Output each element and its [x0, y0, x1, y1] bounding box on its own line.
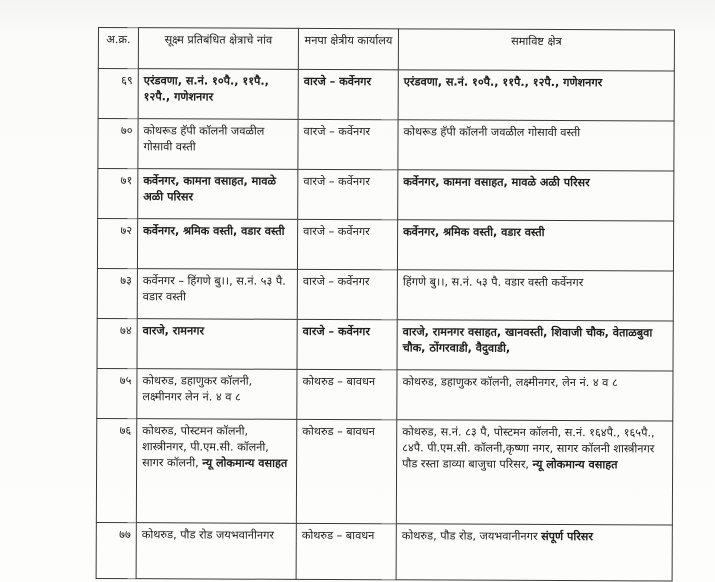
cell-area-name: कर्वेनगर, कामना वसाहत, मावळे अळी परिसर [138, 169, 298, 220]
cell-area-name [136, 419, 296, 524]
cell-included-area [396, 524, 672, 581]
cell-included-area: हिंगणे बु।।, स.नं. ५३ पै. वडार वस्ती कर्वेनगर [397, 270, 673, 321]
cell-included-area: कर्वेनगर, कामना वसाहत, मावळे अळी परिसर [398, 170, 674, 221]
cell-ward-office: वारजे – कर्वेनगर [297, 319, 397, 369]
table-row [96, 418, 672, 525]
cell-serial-no: ७६ [96, 418, 136, 522]
table-row [97, 219, 673, 272]
included-text: कोथरुड, स.नं. ८३ पै, पोस्टमन कॉलनी, स.नं. १६४पै., १६५पै., ८४पै. पी.एम.सी. कॉलनी,कृष्णा नगर, सागर कॉलनी शास्त्रीनगर पौड रस्ता डाव्या बाजुचा परिसर, [402, 425, 655, 471]
cell-included-area: वारजे, रामनगर वसाहत, खानवस्ती, शिवाजी चौक, वेताळबुवा चौक, ठोंगरवाडी, वैदुवाडी, [397, 320, 673, 371]
cell-included-area: कर्वेनगर, श्रमिक वस्ती, वडार वस्ती [397, 220, 673, 271]
cell-ward-office: वारजे – कर्वेनगर [297, 269, 397, 319]
cell-serial-no: ७३ [97, 268, 137, 318]
table-row [97, 368, 673, 421]
cell-serial-no: ६९ [98, 69, 138, 119]
cell-area-name: कर्वेनगर – हिंगणे बु।।, स.नं. ५३ पै. वडार वस्ती [137, 269, 297, 320]
table-row [97, 318, 673, 371]
table-header-row [98, 28, 674, 72]
cell-area-name: वारजे, रामनगर [137, 319, 297, 370]
cell-included-area: कोथरुड, डहाणुकर कॉलनी, लक्ष्मीनगर, लेन नं. ४ व ८ [397, 370, 673, 421]
header-serial-no: अ.क्र. [98, 28, 138, 69]
containment-zones-table [96, 27, 675, 582]
cell-serial-no: ७१ [98, 169, 138, 219]
cell-ward-office: कोथरुड – बावधन [296, 523, 396, 579]
header-area-name: सूक्ष्म प्रतिबंधित क्षेत्राचे नांव [138, 28, 298, 70]
cell-ward-office: वारजे – कर्वेनगर [297, 219, 397, 269]
cell-ward-office: कोथरुड – बावधन [296, 419, 396, 523]
cell-serial-no: ७० [98, 119, 138, 169]
cell-serial-no: ७२ [97, 219, 137, 269]
table-row [97, 268, 673, 321]
cell-included-area: एरंडवणा, स.नं. १०पै., ११पै., १२पै., गणेशनगर [398, 70, 674, 121]
included-text: कोथरुड, पौड रोड, जयभवानीनगर [401, 529, 542, 543]
area-text-bold: न्यू लोकमान्य वसाहत [202, 456, 288, 470]
cell-ward-office: वारजे – कर्वेनगर [298, 169, 398, 219]
table-row [96, 522, 672, 581]
cell-included-area: कोथरूड हॅपी कॉलनी जवळील गोसावी वस्ती [398, 120, 674, 171]
table-row [98, 69, 674, 122]
cell-area-name: कोथरुड, डहाणुकर कॉलनी, लक्ष्मीनगर लेन नं. ४ व ८ [137, 369, 297, 420]
included-text-bold: न्यू लोकमान्य वसाहत [532, 457, 618, 472]
table-row [98, 119, 674, 172]
cell-area-name: कोथरुड, पौड रोड जयभवानीनगर [136, 523, 296, 580]
cell-serial-no: ७७ [96, 522, 136, 578]
cell-area-name: कोथरूड हॅपी कॉलनी जवळील गोसावी वस्ती [138, 119, 298, 170]
cell-area-name: कर्वेनगर, श्रमिक वस्ती, वडार वस्ती [137, 219, 297, 270]
cell-ward-office: वारजे – कर्वेनगर [298, 69, 398, 119]
included-text-bold: संपूर्ण परिसर [541, 529, 593, 544]
cell-serial-no: ७५ [97, 368, 137, 418]
cell-serial-no: ७४ [97, 318, 137, 368]
header-included-area: समाविष्ट क्षेत्र [398, 29, 674, 71]
cell-ward-office: वारजे – कर्वेनगर [298, 119, 398, 169]
table-row [98, 169, 674, 222]
area-text: कोथरुड, पोस्टमन कॉलनी, शास्त्रीनगर, पी.एम.सी. कॉलनी, सागर कॉलनी, [142, 424, 269, 470]
cell-included-area [396, 420, 672, 525]
cell-area-name: एरंडवणा, स.नं. १०पै., ११पै., १२पै., गणेशनगर [138, 69, 298, 120]
header-ward-office: मनपा क्षेत्रीय कार्यालय [298, 28, 398, 69]
cell-ward-office: कोथरुड – बावधन [297, 369, 397, 419]
